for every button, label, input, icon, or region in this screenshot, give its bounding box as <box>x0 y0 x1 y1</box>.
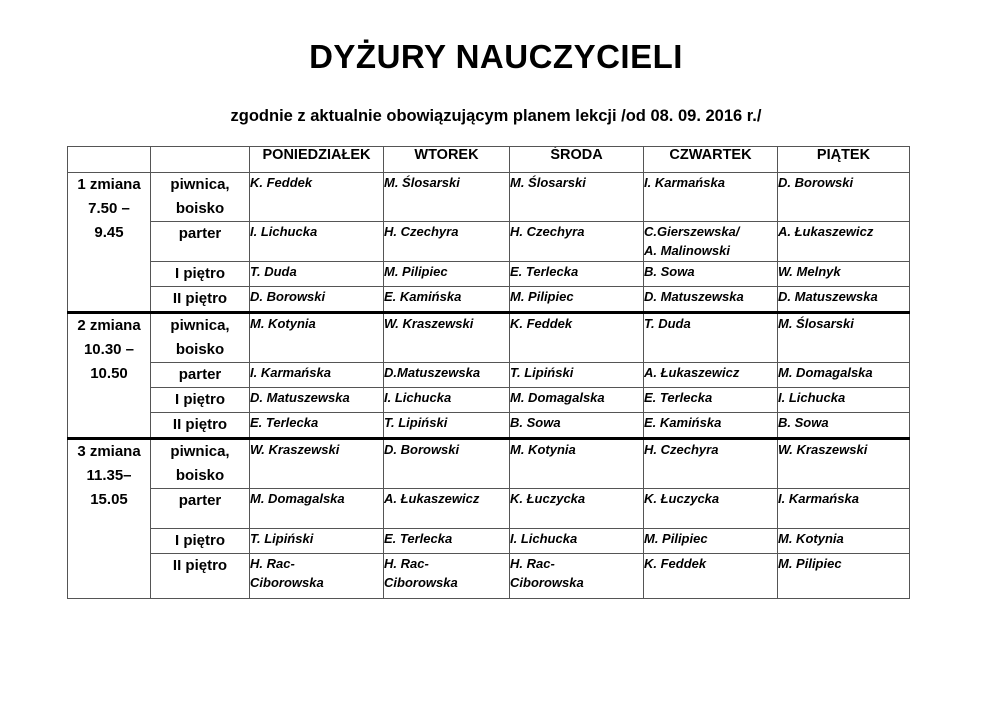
floor-cell-ground-floor <box>151 489 250 529</box>
floor-label: parter <box>178 492 222 509</box>
teacher-name: B. Sowa <box>510 415 561 430</box>
duty-cell-friday <box>778 388 910 413</box>
page-title: DYŻURY NAUCZYCIELI <box>309 38 683 75</box>
teacher-name: M. Pilipiec <box>384 264 448 279</box>
duty-cell-monday <box>250 363 384 388</box>
teacher-name: A. Malinowski <box>644 243 730 258</box>
teacher-name: T. Lipiński <box>250 531 314 546</box>
floor-cell-first-floor <box>151 529 250 554</box>
duty-cell-thursday <box>644 388 778 413</box>
teacher-name: T. Lipiński <box>510 365 574 380</box>
teacher-name: Ciborowska <box>510 575 584 590</box>
teacher-name: H. Czechyra <box>510 224 585 239</box>
shift-cell <box>68 173 151 313</box>
header-day-thursday: CZWARTEK <box>644 147 778 173</box>
duty-cell-monday <box>250 262 384 287</box>
table-row <box>68 363 910 388</box>
shift-time: 15.05 <box>90 491 128 508</box>
floor-label: boisko <box>175 467 225 484</box>
duty-cell-tuesday <box>384 222 510 262</box>
duty-cell-tuesday <box>384 173 510 222</box>
duty-cell-monday <box>250 554 384 599</box>
teacher-name: C.Gierszewska/ <box>644 224 740 239</box>
teacher-name: A. Łukaszewicz <box>778 224 874 239</box>
duty-cell-thursday <box>644 413 778 439</box>
teacher-name: I. Karmańska <box>778 491 859 506</box>
floor-cell-basement-pitch <box>151 439 250 489</box>
duty-cell-tuesday <box>384 262 510 287</box>
duty-cell-tuesday <box>384 388 510 413</box>
shift-cell <box>68 313 151 439</box>
teacher-name: I. Lichucka <box>778 390 846 405</box>
table-row <box>68 439 910 489</box>
floor-label: boisko <box>175 200 225 217</box>
duty-cell-friday <box>778 554 910 599</box>
floor-label: parter <box>178 366 222 383</box>
shift-cell <box>68 439 151 599</box>
teacher-name: E. Kamińska <box>384 289 462 304</box>
table-row <box>68 287 910 313</box>
teacher-name: Ciborowska <box>384 575 458 590</box>
teacher-name: M. Kotynia <box>510 442 576 457</box>
teacher-name: W. Kraszewski <box>778 442 868 457</box>
teacher-name: M. Pilipiec <box>778 556 842 571</box>
teacher-name: K. Feddek <box>644 556 707 571</box>
duty-cell-wednesday <box>510 413 644 439</box>
header-day-monday: PONIEDZIAŁEK <box>250 147 384 173</box>
floor-label: II piętro <box>172 557 228 574</box>
teacher-name: T. Duda <box>250 264 297 279</box>
teacher-name: M. Ślosarski <box>510 175 586 190</box>
floor-cell-basement-pitch <box>151 173 250 222</box>
floor-cell-ground-floor <box>151 363 250 388</box>
shift-time: 9.45 <box>94 224 124 241</box>
teacher-name: M. Ślosarski <box>778 316 854 331</box>
floor-label: piwnica, <box>170 443 230 460</box>
duty-cell-monday <box>250 529 384 554</box>
shift-name: 2 zmiana <box>77 317 141 334</box>
teacher-name: D. Borowski <box>384 442 460 457</box>
teacher-name: Ciborowska <box>250 575 324 590</box>
teacher-name: K. Łuczycka <box>644 491 720 506</box>
duty-cell-wednesday <box>510 262 644 287</box>
duty-cell-tuesday <box>384 489 510 529</box>
duty-cell-friday <box>778 262 910 287</box>
teacher-name: H. Rac- <box>250 556 295 571</box>
floor-label: piwnica, <box>170 176 230 193</box>
duty-cell-tuesday <box>384 529 510 554</box>
teacher-name: D. Matuszewska <box>250 390 350 405</box>
teacher-name: E. Terlecka <box>510 264 579 279</box>
header-day-friday: PIĄTEK <box>778 147 910 173</box>
duty-cell-wednesday <box>510 313 644 363</box>
duty-cell-friday <box>778 529 910 554</box>
floor-cell-ground-floor <box>151 222 250 262</box>
teacher-name: M. Domagalska <box>510 390 605 405</box>
duty-cell-monday <box>250 439 384 489</box>
table-row <box>68 388 910 413</box>
teacher-name: I. Lichucka <box>510 531 578 546</box>
duty-cell-friday <box>778 173 910 222</box>
teacher-name: H. Rac- <box>510 556 555 571</box>
table-row <box>68 222 910 262</box>
duty-cell-thursday <box>644 554 778 599</box>
duty-cell-wednesday <box>510 287 644 313</box>
teacher-name: M. Kotynia <box>250 316 316 331</box>
floor-cell-first-floor <box>151 262 250 287</box>
duty-cell-monday <box>250 222 384 262</box>
floor-label: I piętro <box>174 265 225 282</box>
table-row <box>68 173 910 222</box>
teacher-name: M. Domagalska <box>250 491 345 506</box>
duty-cell-wednesday <box>510 222 644 262</box>
shift-time: 10.50 <box>90 365 128 382</box>
table-row <box>68 262 910 287</box>
teacher-name: E. Terlecka <box>250 415 319 430</box>
duty-cell-wednesday <box>510 529 644 554</box>
teacher-name: K. Feddek <box>250 175 313 190</box>
teacher-name: E. Terlecka <box>644 390 713 405</box>
duty-cell-thursday <box>644 313 778 363</box>
duty-cell-wednesday <box>510 439 644 489</box>
teacher-name: H. Czechyra <box>384 224 459 239</box>
floor-cell-basement-pitch <box>151 313 250 363</box>
duty-cell-wednesday <box>510 554 644 599</box>
duty-cell-friday <box>778 287 910 313</box>
teacher-name: M. Ślosarski <box>384 175 460 190</box>
page-subtitle: zgodnie z aktualnie obowiązującym planem lekcji /od 08. 09. 2016 r./ <box>230 107 762 125</box>
table-row <box>68 413 910 439</box>
floor-label: I piętro <box>174 391 225 408</box>
teacher-name: D. Matuszewska <box>778 289 878 304</box>
duty-cell-tuesday <box>384 413 510 439</box>
teacher-name: D. Borowski <box>778 175 854 190</box>
duty-cell-monday <box>250 313 384 363</box>
teacher-name: W. Kraszewski <box>250 442 340 457</box>
teacher-name: B. Sowa <box>778 415 829 430</box>
duty-cell-thursday <box>644 439 778 489</box>
duty-cell-thursday <box>644 173 778 222</box>
table-row <box>68 313 910 363</box>
teacher-name: D. Matuszewska <box>644 289 744 304</box>
duty-cell-wednesday <box>510 388 644 413</box>
teacher-name: D.Matuszewska <box>384 365 481 380</box>
floor-label: I piętro <box>174 532 225 549</box>
teacher-name: H. Rac- <box>384 556 429 571</box>
teacher-name: B. Sowa <box>644 264 695 279</box>
teacher-name: A. Łukaszewicz <box>384 491 480 506</box>
duty-cell-thursday <box>644 363 778 388</box>
shift-time: 10.30 – <box>83 341 135 358</box>
duty-cell-tuesday <box>384 363 510 388</box>
duty-cell-monday <box>250 287 384 313</box>
floor-cell-second-floor <box>151 413 250 439</box>
teacher-name: I. Karmańska <box>644 175 725 190</box>
floor-label: II piętro <box>172 290 228 307</box>
duty-cell-tuesday <box>384 313 510 363</box>
duty-cell-wednesday <box>510 489 644 529</box>
teacher-name: T. Duda <box>644 316 691 331</box>
table-row <box>68 529 910 554</box>
duty-cell-friday <box>778 222 910 262</box>
header-corner-floor <box>151 147 250 173</box>
floor-cell-first-floor <box>151 388 250 413</box>
teacher-name: I. Karmańska <box>250 365 331 380</box>
floor-label: II piętro <box>172 416 228 433</box>
table-row <box>68 554 910 599</box>
teacher-name: K. Łuczycka <box>510 491 586 506</box>
duty-cell-wednesday <box>510 173 644 222</box>
floor-label: parter <box>178 225 222 242</box>
duty-cell-thursday <box>644 287 778 313</box>
teacher-name: T. Lipiński <box>384 415 448 430</box>
teacher-name: K. Feddek <box>510 316 573 331</box>
teacher-name: M. Kotynia <box>778 531 844 546</box>
teacher-name: W. Melnyk <box>778 264 841 279</box>
duty-cell-tuesday <box>384 439 510 489</box>
duty-cell-thursday <box>644 489 778 529</box>
duty-cell-monday <box>250 173 384 222</box>
duty-cell-wednesday <box>510 363 644 388</box>
floor-label: boisko <box>175 341 225 358</box>
teacher-name: A. Łukaszewicz <box>644 365 740 380</box>
duty-cell-friday <box>778 413 910 439</box>
duty-cell-monday <box>250 489 384 529</box>
teacher-name: E. Kamińska <box>644 415 722 430</box>
shift-name: 3 zmiana <box>77 443 141 460</box>
teacher-name: W. Kraszewski <box>384 316 474 331</box>
shift-name: 1 zmiana <box>77 176 141 193</box>
duty-cell-friday <box>778 489 910 529</box>
duty-cell-friday <box>778 439 910 489</box>
duty-cell-thursday <box>644 222 778 262</box>
teacher-name: I. Lichucka <box>250 224 318 239</box>
header-corner-shift <box>68 147 151 173</box>
teacher-name: E. Terlecka <box>384 531 453 546</box>
teacher-name: H. Czechyra <box>644 442 719 457</box>
duty-cell-thursday <box>644 262 778 287</box>
floor-cell-second-floor <box>151 287 250 313</box>
duty-cell-tuesday <box>384 554 510 599</box>
teacher-name: M. Pilipiec <box>644 531 708 546</box>
teacher-name: I. Lichucka <box>384 390 452 405</box>
duty-schedule-table <box>67 146 910 599</box>
teacher-name: M. Pilipiec <box>510 289 574 304</box>
floor-label: piwnica, <box>170 317 230 334</box>
duty-cell-tuesday <box>384 287 510 313</box>
duty-cell-monday <box>250 388 384 413</box>
duty-cell-monday <box>250 413 384 439</box>
duty-cell-thursday <box>644 529 778 554</box>
shift-time: 7.50 – <box>88 200 130 217</box>
duty-cell-friday <box>778 363 910 388</box>
header-day-tuesday: WTOREK <box>384 147 510 173</box>
floor-cell-second-floor <box>151 554 250 599</box>
shift-time: 11.35– <box>86 467 132 484</box>
header-day-wednesday: ŚRODA <box>510 147 644 173</box>
teacher-name: D. Borowski <box>250 289 326 304</box>
duty-cell-friday <box>778 313 910 363</box>
header-row <box>68 147 910 173</box>
table-row <box>68 489 910 529</box>
teacher-name: M. Domagalska <box>778 365 873 380</box>
